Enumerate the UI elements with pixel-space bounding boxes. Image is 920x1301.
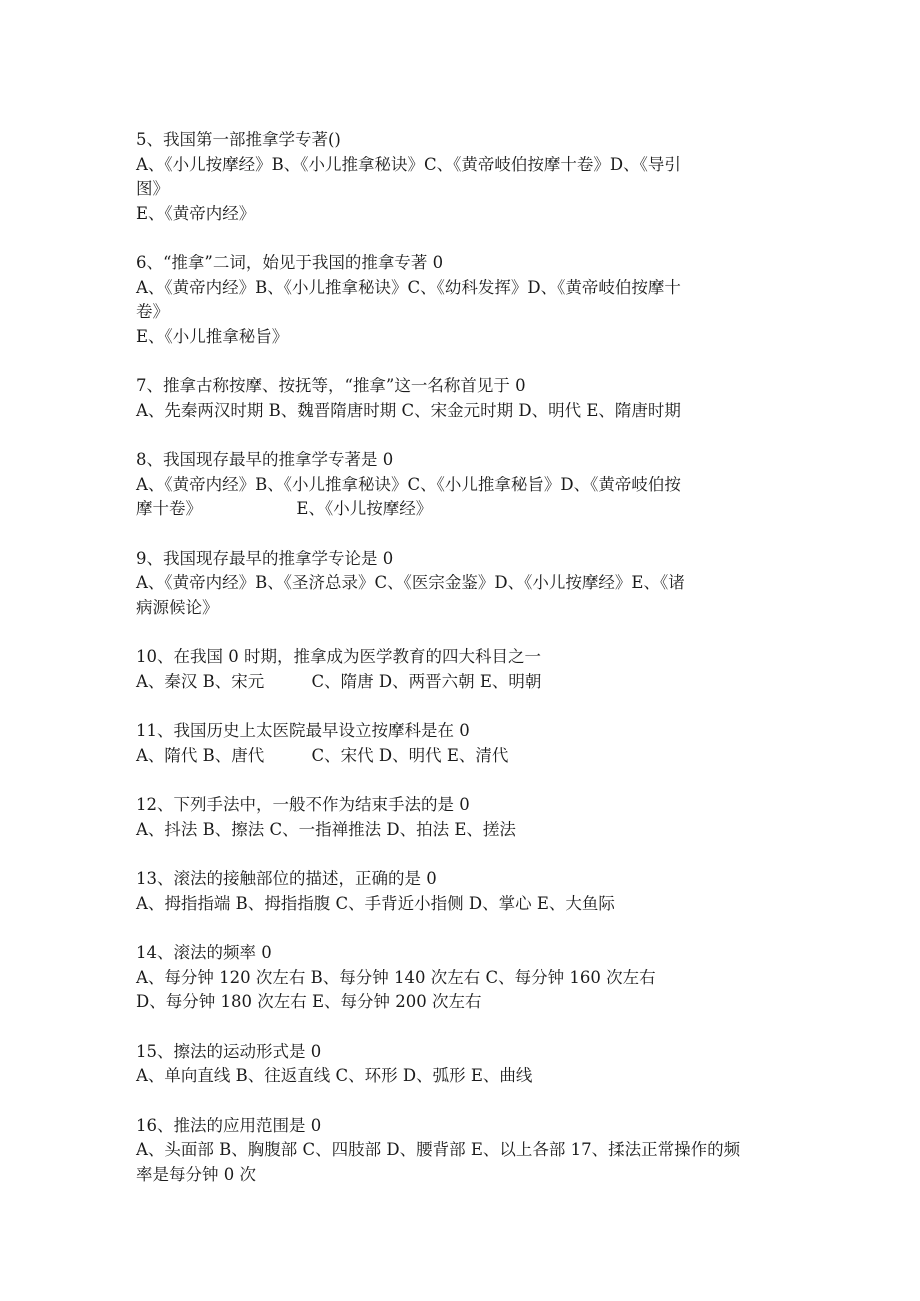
question-text: 10、在我国 0 时期，推拿成为医学教育的四大科目之一 xyxy=(136,647,541,666)
question-text: 16、推法的应用范围是 0 xyxy=(136,1115,322,1135)
question-block xyxy=(136,251,786,349)
answer-options: A、隋代 B、唐代 C、宋代 D、明代 E、清代 xyxy=(136,745,509,765)
question-block xyxy=(136,547,786,621)
answer-options: A、每分钟 120 次左右 B、每分钟 140 次左右 C、每分钟 160 次左右 xyxy=(136,967,656,987)
question-text: 9、我国现存最早的推拿学专论是 0 xyxy=(136,548,394,568)
answer-options: A、《黄帝内经》B、《圣济总录》C、《医宗金鉴》D、《小儿按摩经》E、《诸 xyxy=(136,573,685,592)
answer-options: E、《小儿推拿秘旨》 xyxy=(136,326,289,346)
answer-options: E、《黄帝内经》 xyxy=(136,203,256,223)
document-page xyxy=(136,128,786,1212)
question-text: 15、擦法的运动形式是 0 xyxy=(136,1041,322,1061)
question-text: 7、推拿古称按摩、按抚等，“推拿”这一名称首见于 0 xyxy=(136,376,526,395)
answer-options: A、头面部 B、胸腹部 C、四肢部 D、腰背部 E、以上各部 17、揉法正常操作的频 xyxy=(136,1140,741,1159)
answer-options: 图》 xyxy=(136,179,169,198)
question-text: 12、下列手法中，一般不作为结束手法的是 0 xyxy=(136,795,470,814)
question-text: 11、我国历史上太医院最早设立按摩科是在 0 xyxy=(136,721,470,740)
answer-options: 摩十卷》 E、《小儿按摩经》 xyxy=(136,499,433,518)
answer-options: 率是每分钟 0 次 xyxy=(136,1164,256,1184)
question-block xyxy=(136,128,786,226)
question-block xyxy=(136,645,786,694)
question-block xyxy=(136,374,786,423)
question-text: 6、“推拿”二词，始见于我国的推拿专著 0 xyxy=(136,253,444,272)
answer-options: 病源候论》 xyxy=(136,597,219,617)
answer-options: A、《黄帝内经》B、《小儿推拿秘诀》C、《幼科发挥》D、《黄帝岐伯按摩十 xyxy=(136,277,681,297)
question-block xyxy=(136,1114,786,1188)
question-text: 8、我国现存最早的推拿学专著是 0 xyxy=(136,450,394,469)
answer-options: A、《小儿按摩经》B、《小儿推拿秘诀》C、《黄帝岐伯按摩十卷》D、《导引 xyxy=(136,154,681,174)
question-block xyxy=(136,941,786,1015)
question-block xyxy=(136,793,786,842)
question-text: 13、滚法的接触部位的描述，正确的是 0 xyxy=(136,869,437,888)
answer-options: A、秦汉 B、宋元 C、隋唐 D、两晋六朝 E、明朝 xyxy=(136,671,542,691)
question-block xyxy=(136,719,786,768)
answer-options: A、抖法 B、擦法 C、一指禅推法 D、拍法 E、搓法 xyxy=(136,819,516,839)
question-text: 14、滚法的频率 0 xyxy=(136,943,272,962)
question-block xyxy=(136,867,786,916)
answer-options: D、每分钟 180 次左右 E、每分钟 200 次左右 xyxy=(136,992,482,1011)
answer-options: A、《黄帝内经》B、《小儿推拿秘诀》C、《小儿推拿秘旨》D、《黄帝岐伯按 xyxy=(136,474,681,494)
answer-options: A、拇指指端 B、拇指指腹 C、手背近小指侧 D、掌心 E、大鱼际 xyxy=(136,893,615,913)
answer-options: A、先秦两汉时期 B、魏晋隋唐时期 C、宋金元时期 D、明代 E、隋唐时期 xyxy=(136,400,681,420)
question-text: 5、我国第一部推拿学专著() xyxy=(136,130,341,149)
answer-options: 卷》 xyxy=(136,302,169,321)
answer-options: A、单向直线 B、往返直线 C、环形 D、弧形 E、曲线 xyxy=(136,1066,533,1085)
question-block xyxy=(136,448,786,522)
question-block xyxy=(136,1040,786,1089)
